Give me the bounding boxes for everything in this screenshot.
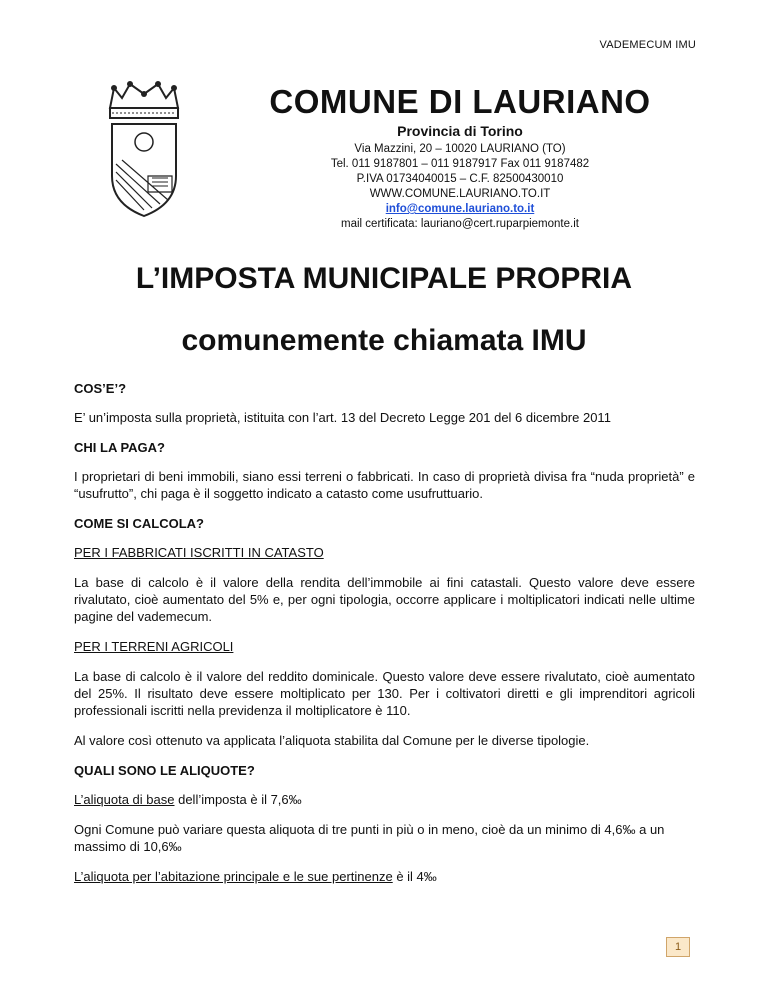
section-heading: QUALI SONO LE ALIQUOTE? [74,763,255,778]
subsection-heading: PER I TERRENI AGRICOLI [74,639,234,654]
masthead [240,84,680,232]
document-body [74,380,695,898]
page-number: 1 [666,937,690,957]
paragraph: La base di calcolo è il valore del reddito dominicale. Questo valore deve essere rivalutato, cioè aumentato del 25%. Il risultato deve essere moltiplicato per 130. Per i coltivatori diretti e gli imprenditori agricoli professionali iscritti nella previdenza il moltiplicatore è 110. [74,669,695,718]
certified-mail: mail certificata: lauriano@cert.ruparpiemonte.it [341,218,579,230]
section-heading: CHI LA PAGA? [74,440,165,455]
subsection-heading: PER I FABBRICATI ISCRITTI IN CATASTO [74,545,324,560]
paragraph: Ogni Comune può variare questa aliquota di tre punti in più o in meno, cioè da un minimo di 4,6‰ a un massimo di 10,6‰ [74,822,665,854]
underlined-term: L’aliquota di base [74,792,175,807]
underlined-term: L’aliquota per l’abitazione principale e le sue pertinenze [74,869,393,884]
tax-ids: P.IVA 01734040015 – C.F. 82500430010 [356,173,564,185]
paragraph: La base di calcolo è il valore della rendita dell’immobile ai fini catastali. Questo valore deve essere rivalutato, cioè aumentato del 5% e, per ogni tipologia, occorre applicare i moltiplicatori indicati nelle ultime pagine del vademecum. [74,575,695,624]
paragraph: E’ un’imposta sulla proprietà, istituita con l’art. 13 del Decreto Legge 201 del 6 dicembre 2011 [74,410,611,425]
municipality-name: COMUNE DI LAURIANO [269,83,651,120]
section-heading: COME SI CALCOLA? [74,516,204,531]
section-heading: COS’E’? [74,381,127,396]
document-title: L’IMPOSTA MUNICIPALE PROPRIA [135,262,633,295]
phone-fax: Tel. 011 9187801 – 011 9187917 Fax 011 9187482 [330,158,590,170]
running-header: VADEMECUM IMU [599,39,696,51]
paragraph: L’aliquota per l’abitazione principale e le sue pertinenze è il 4‰ [74,869,437,884]
province: Provincia di Torino [397,123,523,139]
paragraph: L’aliquota di base dell’imposta è il 7,6‰ [74,792,302,807]
document-subtitle: comunemente chiamata IMU [181,324,587,357]
website: WWW.COMUNE.LAURIANO.TO.IT [369,188,551,200]
paragraph: Al valore così ottenuto va applicata l’aliquota stabilita dal Comune per le diverse tipologie. [74,733,590,748]
paragraph: I proprietari di beni immobili, siano essi terreni o fabbricati. In caso di proprietà divisa fra “nuda proprietà” e “usufrutto”, chi paga è il soggetto indicato a catasto come usufruttuario. [74,469,695,501]
address: Via Mazzini, 20 – 10020 LAURIANO (TO) [354,143,566,155]
municipal-crest-icon [98,80,190,220]
email-link[interactable]: info@comune.lauriano.to.it [385,203,535,215]
